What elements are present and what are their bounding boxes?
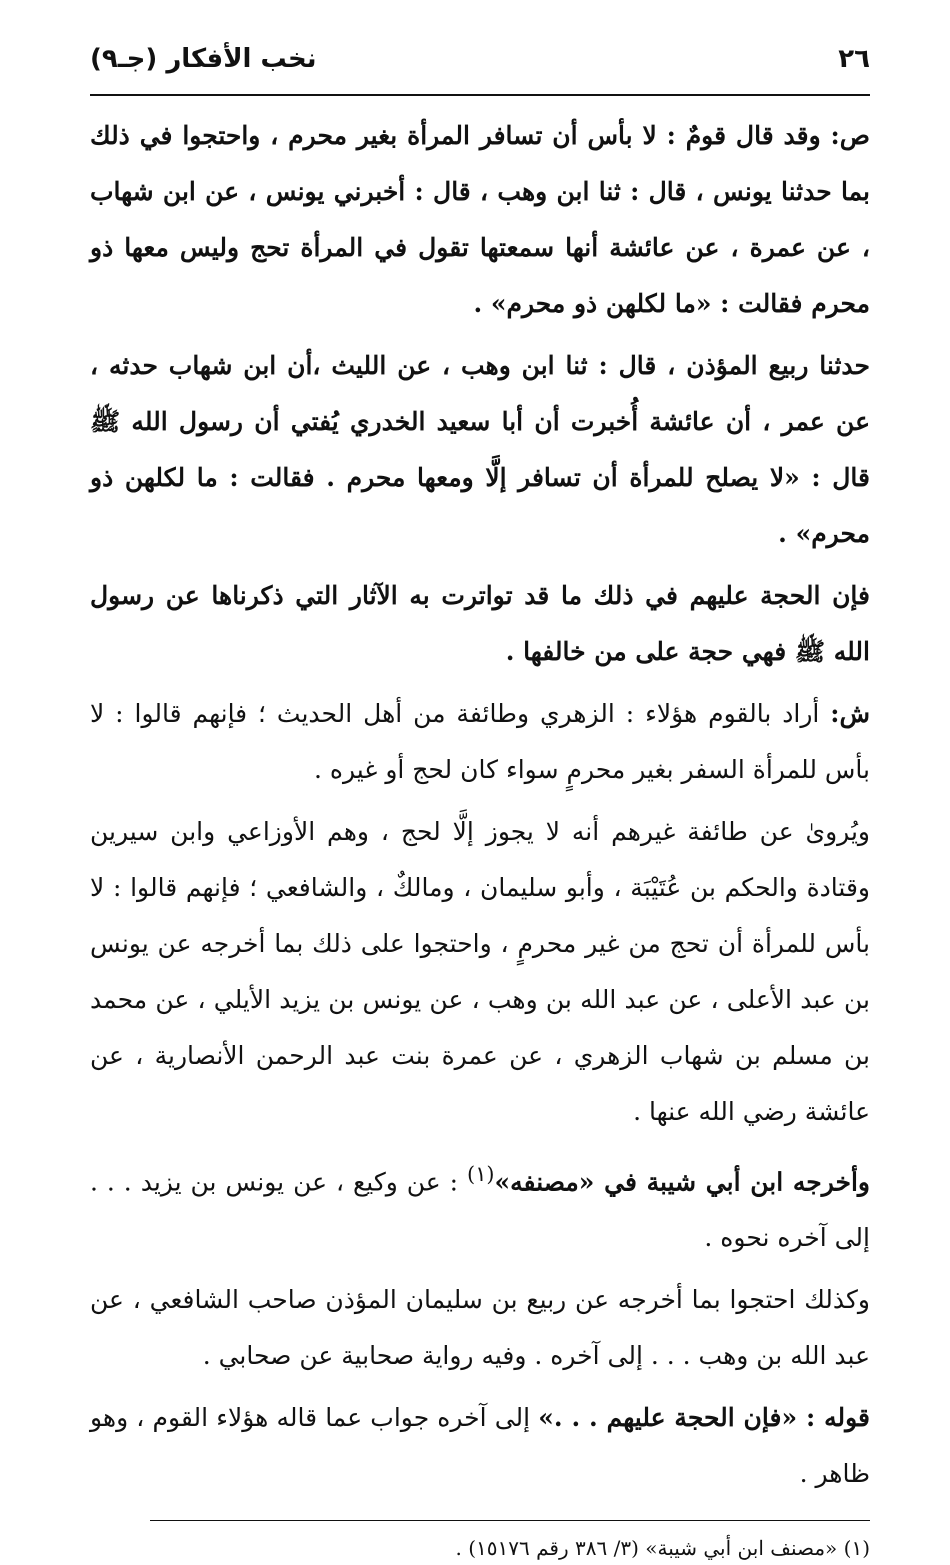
text-paragraph-sharh-1: [90, 686, 870, 798]
footnote-rule: [150, 1520, 870, 1521]
paragraph-text: وقد قال قومٌ : لا بأس أن تسافر المرأة بغير محرم ، واحتجوا في ذلك بما حدثنا يونس ، قال : ثنا ابن وهب ، قال : أخبرني يونس ، عن ابن شهاب ، عن عمرة ، عن عائشة أنها سمعتها تقول في المرأة تحج وليس معها ذو محرم فقالت : «ما لكلهن ذو محرم» .: [90, 121, 870, 318]
paragraph-text: أراد بالقوم هؤلاء : الزهري وطائفة من أهل الحديث ؛ فإنهم قالوا : لا بأس للمرأة السفر بغير محرمٍ سواء كان لحج أو غيره .: [90, 699, 870, 784]
header-rule: [90, 94, 870, 96]
text-paragraph-sharh-2: [90, 804, 870, 1140]
paragraph-text: ويُروىٰ عن طائفة غيرهم أنه لا يجوز إلَّا لحج ، وهم الأوزاعي وابن سيرين وقتادة والحكم بن عُتَيْبَة ، وأبو سليمان ، ومالكٌ ، والشافعي ؛ فإنهم قالوا : لا بأس للمرأة أن تحج من غير محرمٍ ، واحتجوا على ذلك بما أخرجه عن يونس بن عبد الأعلى ، عن عبد الله بن وهب ، عن يونس بن يزيد الأيلي ، عن محمد بن مسلم بن شهاب الزهري ، عن عمرة بنت عبد الرحمن الأنصارية ، عن عائشة رضي الله عنها .: [90, 817, 870, 1126]
text-paragraph-matn-2: [90, 338, 870, 562]
paragraph-text: فإن الحجة عليهم في ذلك ما قد تواترت به الآثار التي ذكرناها عن رسول الله ﷺ فهي حجة على من خالفها .: [90, 581, 870, 666]
paragraph-text: وكذلك احتجوا بما أخرجه عن ربيع بن سليمان المؤذن صاحب الشافعي ، عن عبد الله بن وهب . . . إلى آخره . وفيه رواية صحابية عن صحابي .: [90, 1285, 870, 1371]
section-marker-sad: ص:: [830, 121, 870, 150]
running-header: [90, 44, 870, 94]
paragraph-text: : عن وكيع ، عن يونس بن يزيد . . . إلى آخره نحوه .: [90, 1167, 870, 1253]
source-citation: وأخرجه ابن أبي شيبة في «مصنفه»: [494, 1167, 870, 1197]
text-paragraph-matn-3: [90, 568, 870, 680]
text-paragraph-sharh-5: [90, 1390, 870, 1502]
paragraph-text: إلى آخره جواب عما قاله هؤلاء القوم ، وهو ظاهر .: [90, 1403, 870, 1489]
book-title: نخب الأفكار (جـ٩): [90, 44, 317, 74]
section-marker-shin: ش:: [830, 699, 870, 728]
text-paragraph-sharh-4: [90, 1272, 870, 1384]
footnote-reference: (١): [467, 1162, 495, 1186]
page-number: ٢٦: [838, 44, 870, 74]
quoted-phrase: قوله : «فإن الحجة عليهم . . .»: [538, 1403, 870, 1433]
paragraph-text: حدثنا ربيع المؤذن ، قال : ثنا ابن وهب ، عن الليث ،أن ابن شهاب حدثه ، عن عمر ، أن عائشة أُخبرت أن أبا سعيد الخدري يُفتي أن رسول الله ﷺ قال : «لا يصلح للمرأة أن تسافر إلَّا ومعها محرم . فقالت : ما لكلهن ذو محرم» .: [90, 351, 870, 548]
text-paragraph-sharh-3: [90, 1146, 870, 1266]
footnote: (١) «مصنف ابن أبي شيبة» (٣/ ٣٨٦ رقم ١٥١٧٦) .: [455, 1536, 870, 1561]
book-page: [90, 44, 870, 1565]
text-paragraph-matn-1: [90, 108, 870, 332]
